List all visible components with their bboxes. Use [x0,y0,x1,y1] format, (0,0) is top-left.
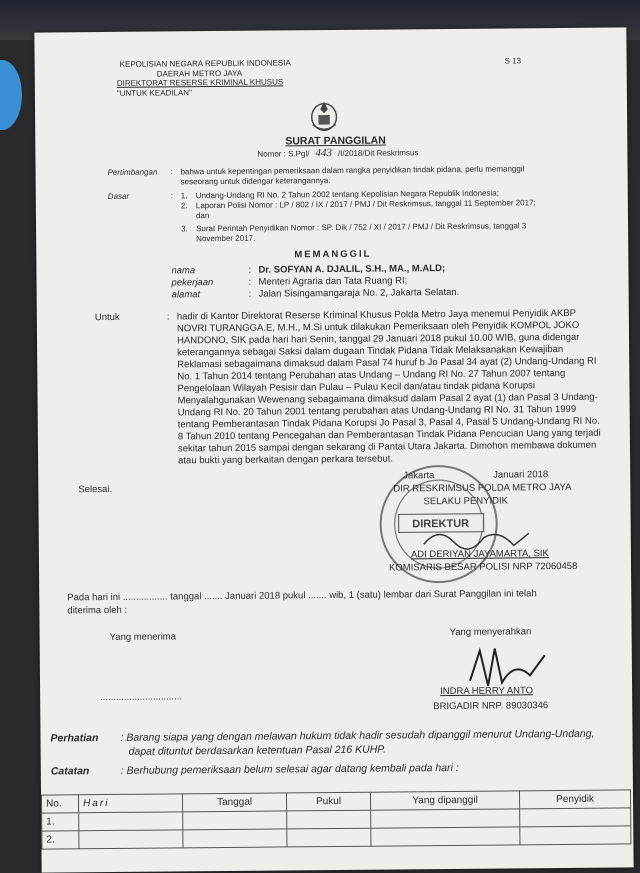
table-row [42,826,631,849]
untuk-line: HANDONO, SIK pada hari hari Senin, tanggal 29 Januari 2018 pukul 10.00 WIB, guna didengar [176,331,580,347]
table-cell [79,830,183,849]
untuk-line: keterangannya sebagai Saksi dalam dugaan Tindak Pidana Tidak Melaksanakan Kewajiban [177,343,564,359]
column-header: Hari [78,794,182,813]
table-cell [79,812,183,831]
org-region: DAERAH METRO JAYA [156,68,243,79]
dasar-item: Laporan Polisi Nomor : LP / 802 / IX / 2017 / PMJ / Dit Reskrimsus, tanggal 11 September 2017; [195,198,536,211]
sign-rank: KOMISARIS BESAR POLISI NRP 72060458 [388,560,578,574]
perhatian-text-1: : Barang siapa yang dengan melawan hukum tidak hadir sesudah dipanggil menurut Undang-Undang, [120,727,595,744]
document-number: Nomor : S.Pgl/ 443 /I/2018/Dit Reskrimsus [257,147,419,160]
untuk-line: 8 Tahun 2010 tentang Pencegahan dan Pemberantasan Tindak Pidana Pencucian Uang yang terjadi [177,427,601,443]
dasar-item-no: 2. [180,201,188,211]
person-name: Dr. SOFYAN A. DJALIL, S.H., MA., M.ALD; [258,263,446,276]
sign-name: ADI DERIYAN JAYAMARTA, SIK [410,548,549,561]
untuk-line: No. 1 Tahun 2014 tentang Perubahan atas Undang – Undang RI No. 27 Tahun 2007 tentang [177,367,566,383]
column-header: No. [42,795,79,813]
sign-place: Jakarta [403,470,435,482]
org-motto: "UNTUK KEADILAN" [116,88,192,98]
untuk-line: tentang Pemberantasan Tindak Pidana Korupsi Jo Pasal 3, Pasal 4, Pasal 5 Undang-Undang RI No. [177,415,600,431]
sign-role-2: SELAKU PENYIDIK [423,495,508,508]
pertimbangan-label: Pertimbangan [107,167,158,177]
receiver-signature-line: ............................... [100,691,183,704]
dasar-item-no: 3. [181,224,188,234]
table-cell [520,808,631,827]
column-header: Yang dipanggil [370,791,519,810]
org-name: KEPOLISIAN NEGARA REPUBLIK INDONESIA [119,58,291,69]
untuk-line: sekitar tahun 2015 sampai dengan sekarang di Pantai Utara Jakarta. Dimohon membawa dokumen [177,439,597,455]
dasar-item: Undang-Undang RI No. 2 Tahun 2002 tentang Kepolisian Negara Republik Indonesia; [195,188,499,201]
receipt-line-1: Pada hari ini ................. tanggal ....... Januari 2018 pukul ....... wib, 1 (satu) lembar dari Surat Panggilan ini telah [67,588,537,604]
org-directorate: DIREKTORAT RESERSE KRIMINAL KHUSUS [116,77,284,88]
nama-label: nama [171,265,196,277]
person-address: Jalan Sisingamangaraja No. 2, Jakarta Selatan. [258,286,460,300]
pertimbangan-text-1: bahwa untuk kepentingan pemeriksaan dalam rangka penyidikan tindak pidana, perlu memanggil [180,164,525,177]
table-cell [287,828,371,847]
giver-label: Yang menyerahkan [449,626,532,638]
perhatian-label: Perhatian [50,732,99,745]
police-crest-icon [305,96,343,134]
blue-object [0,60,22,130]
table-cell: 2. [42,831,79,849]
sign-date: Januari 2018 [493,469,549,481]
perhatian-text-2: dapat dituntut berdasarkan ketentuan Pasal 216 KUHP. [128,743,386,758]
sign-role-1: DIR RESKRIMSUS POLDA METRO JAYA [393,481,572,495]
untuk-line: atau bukti yang berkaitan dengan perkara tersebut. [178,453,394,467]
untuk-label: Untuk [94,311,120,324]
column-header: Penyidik [519,790,630,809]
dasar-item: Surat Perintah Penyidikan Nomor : SP. Dik / 752 / XI / 2017 / PMJ / Dit Reskrimsus, tanggal 3 [196,221,527,234]
untuk-line: Undang RI No. 20 Tahun 2001 tentang perubahan atas Undang-Undang RI No. 31 Tahun 1999 [177,403,577,419]
memanggil-heading: MEMANGGIL [294,248,372,261]
pekerjaan-label: pekerjaan [171,277,214,289]
letter-document: KEPOLISIAN NEGARA REPUBLIK INDONESIA DAERAH METRO JAYA DIREKTORAT RESERSE KRIMINAL KHUSUS "UNTUK KEADILAN" S 13 SURAT PANGGILAN Nomor : S.Pgl/ 443 /I/2018/Dit Reskrimsus Pertimbangan : bahwa untuk kepentingan pemeriksaan dalam rangka penyidikan tindak pidana, perlu memanggil seseorang untuk didengar keterangannya. Dasar : 1. Undang-Undang RI No. 2 Tahun 2002 tentang Kepolisian Negara Republik Indonesia; 2. Laporan Polisi Nomor : LP / 802 / IX / 2017 / PMJ / Dit Reskrimsus, tanggal 11 September 2017; dan 3. Surat Perintah Penyidikan Nomor : SP. Dik / 752 / XI / 2017 / PMJ / Dit Reskrimsus, tanggal 3 November 2017. MEMANGGIL nama : Dr. SOFYAN A. DJALIL, S.H., MA., M.ALD; pekerjaan : Menteri Agraria dan Tata Ruang RI; alamat : Jalan Sisingamangaraja No. 2, Jakarta Selatan. Untuk : hadir di Kantor Direktorat Reserse Kriminal Khusus Polda Metro Jaya menemui Penyidik AKBP NOVRI TURANGGA.E, M.H., M.Si untuk dilakukan Pemeriksaan oleh Penyidik KOMPOL JOKO HANDONO, SIK pada hari hari Senin, tanggal 29 Januari 2018 pukul 10.00 WIB, guna didengar keterangannya sebagai Saksi dalam dugaan Tindak Pidana Tidak Melaksanakan Kewajiban Reklamasi sebagaimana dimaksud dalam Pasal 74 huruf b Jo Pasal 34 ayat (2) Undang-Undang RI No. 1 Tahun 2014 tentang Perubahan atas Undang – Undang RI No. 27 Tahun 2007 tentang Pengelolaan Wilayah Pesisir dan Pulau – Pulau Kecil dan/atau tindak pidana Korupsi Menyalahgunakan Wewenang sebagaimana dimaksud dalam Pasal 2 ayat (1) dan Pasal 3 Undang- Undang RI No. 20 Tahun 2001 tentang perubahan atas Undang-Undang RI No. 31 Tahun 1999 tentang Pemberantasan Tindak Pidana Korupsi Jo Pasal 3, Pasal 4, Pasal 5 Undang-Undang RI No. 8 Tahun 2010 tentang Pencegahan dan Pemberantasan Tindak Pidana Pencucian Uang yang terjadi sekitar tahun 2015 sampai dengan sekarang di Pantai Utara Jakarta. Dimohon membawa dokumen atau bukti yang berkaitan dengan perkara tersebut. Selesai. DIREKTUR Jakarta Januari 2018 DIR RESKRIMSUS POLDA METRO JAYA SELAKU PENYIDIK ADI DERIYAN JAYAMARTA, SIK KOMISARIS BESAR POLISI NRP 72060458 Pada hari ini ................. tanggal ....... Januari 2018 pukul ....... wib, 1 (satu) lembar dari Surat Panggilan ini telah diterima oleh : Yang menerima Yang menyerahkan ............................... INDRA HERRY ANTO BRIGADIR NRP. 89030346 Perhatian : Barang siapa yang dengan melawan hukum tidak hadir sesudah dipanggil menurut Undang-Undang, dapat dituntut berdasarkan ketentuan Pasal 216 KUHP. Catatan : Berhubung pemeriksaan belum selesai agar datang kembali pada hari : No. Hari Tanggal Pukul Yang dipanggil Penyidik 1. 2. [34,27,633,872]
giver-rank: BRIGADIR NRP. 89030346 [433,700,549,713]
giver-name: INDRA HERRY ANTO [440,685,534,698]
selesai-text: Selesai. [78,483,113,496]
dasar-item: dan [195,211,210,221]
untuk-line: Menyalahgunakan Wewenang sebagaimana dimaksud dalam Pasal 2 ayat (1) dan Pasal 3 Undang- [177,391,598,407]
receipt-line-2: diterima oleh : [67,604,128,617]
table-cell [371,827,520,846]
catatan-text: : Berhubung pemeriksaan belum selesai agar datang kembali pada hari : [120,761,459,777]
dasar-item: November 2017. [196,233,256,244]
untuk-line: hadir di Kantor Direktorat Reserse Kriminal Khusus Polda Metro Jaya menemui Penyidik AKBP [176,307,577,323]
column-header: Pukul [286,792,370,811]
table-cell [183,811,287,830]
untuk-line: NOVRI TURANGGA.E, M.H., M.Si untuk dilakukan Pemeriksaan oleh Penyidik KOMPOL JOKO [176,319,580,335]
form-code: S 13 [504,56,522,66]
untuk-line: Reklamasi sebagaimana dimaksud dalam Pasal 74 huruf b Jo Pasal 34 ayat (2) Undang-Undang RI [177,355,597,371]
schedule-table [41,789,631,849]
table-cell [183,829,287,848]
dasar-label: Dasar [107,191,130,201]
table-cell [371,809,520,828]
stamp-label: DIREKTUR [412,517,470,531]
table-cell [520,826,631,845]
document-title: SURAT PANGGILAN [285,134,386,148]
receiver-label: Yang menerima [109,631,177,643]
person-occupation: Menteri Agraria dan Tata Ruang RI; [258,275,408,288]
dasar-item-no: 1. [180,191,188,201]
column-header: Tanggal [182,793,286,812]
table-cell [287,810,371,829]
table-cell: 1. [42,813,79,831]
pertimbangan-text-2: seseorang untuk didengar keterangannya. [180,176,331,187]
alamat-label: alamat [171,289,201,301]
catatan-label: Catatan [50,765,90,778]
untuk-line: Pengelolaan Wilayah Pesisir dan Pulau – Pulau Kecil dan/atau tindak pidana Korupsi [177,380,536,395]
